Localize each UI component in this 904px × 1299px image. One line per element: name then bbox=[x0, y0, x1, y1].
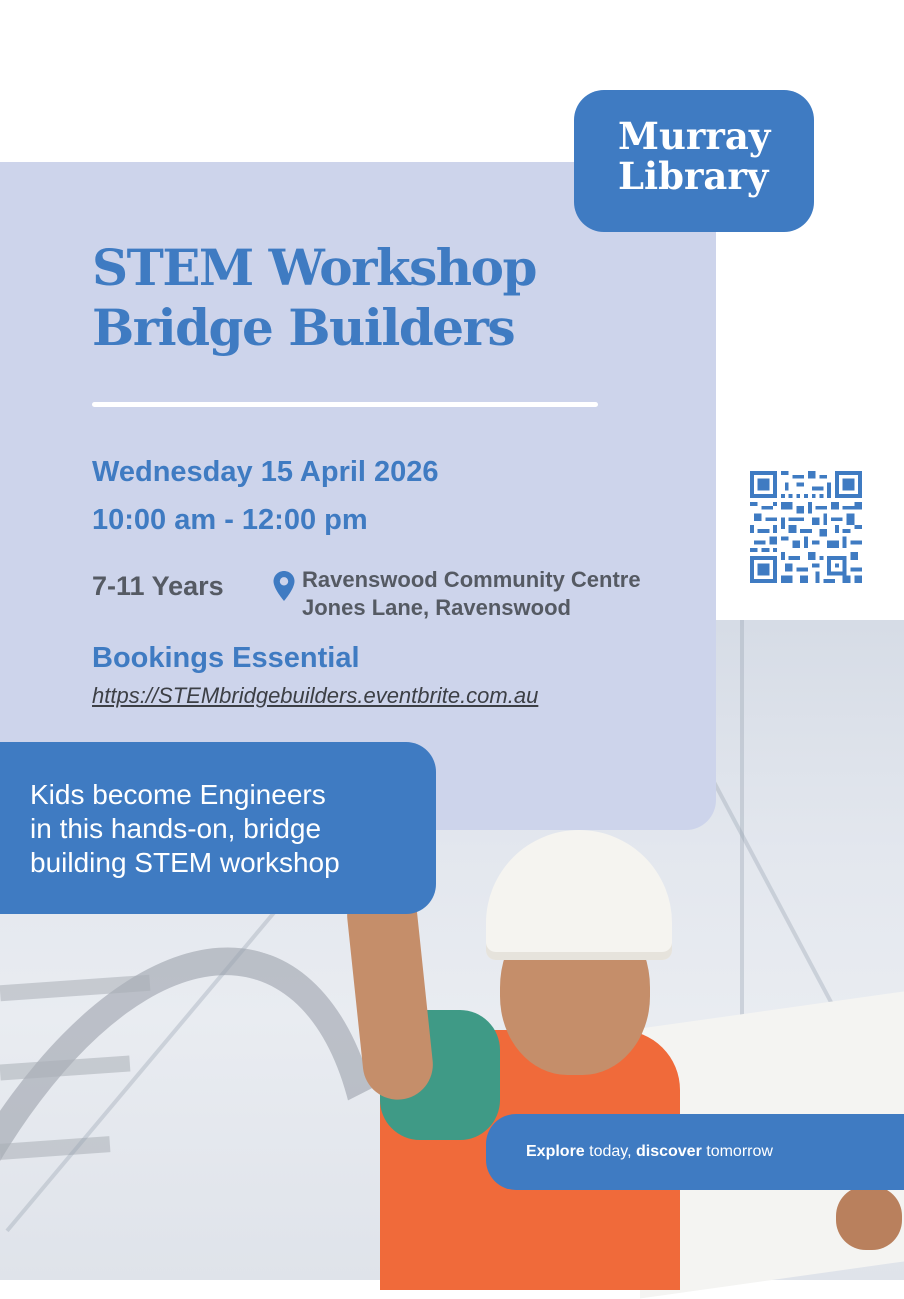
logo-line-1: Murray bbox=[618, 114, 771, 158]
tagline-discover: discover bbox=[635, 1143, 702, 1160]
tagline-tomorrow: tomorrow bbox=[701, 1143, 773, 1160]
library-logo bbox=[618, 116, 798, 196]
bookings-heading: Bookings Essential bbox=[92, 642, 360, 674]
age-range: 7-11 Years bbox=[92, 571, 224, 601]
event-time: 10:00 am - 12:00 pm bbox=[92, 504, 368, 536]
tagline-explore: Explore bbox=[526, 1143, 585, 1160]
description-line-3: building STEM workshop bbox=[30, 847, 340, 878]
child-hand bbox=[836, 1186, 902, 1250]
event-venue bbox=[302, 566, 722, 622]
description-line-2: in this hands-on, bridge bbox=[30, 813, 322, 844]
booking-link[interactable]: https://STEMbridgebuilders.eventbrite.com.au bbox=[92, 683, 539, 708]
location-pin-icon bbox=[272, 570, 296, 602]
divider bbox=[92, 402, 598, 407]
venue-address: Jones Lane, Ravenswood bbox=[302, 595, 571, 620]
venue-name: Ravenswood Community Centre bbox=[302, 567, 641, 592]
description-line-1: Kids become Engineers bbox=[30, 779, 326, 810]
title-line-1: STEM Workshop bbox=[92, 238, 536, 297]
page-title bbox=[92, 238, 692, 358]
title-line-2: Bridge Builders bbox=[92, 298, 515, 357]
tagline-today: today, bbox=[584, 1143, 636, 1160]
event-date: Wednesday 15 April 2026 bbox=[92, 456, 439, 488]
logo-line-2: Library bbox=[618, 154, 769, 198]
event-datetime bbox=[92, 448, 612, 544]
qr-code[interactable] bbox=[750, 471, 862, 583]
tagline bbox=[526, 1140, 896, 1164]
workshop-description bbox=[30, 778, 430, 880]
